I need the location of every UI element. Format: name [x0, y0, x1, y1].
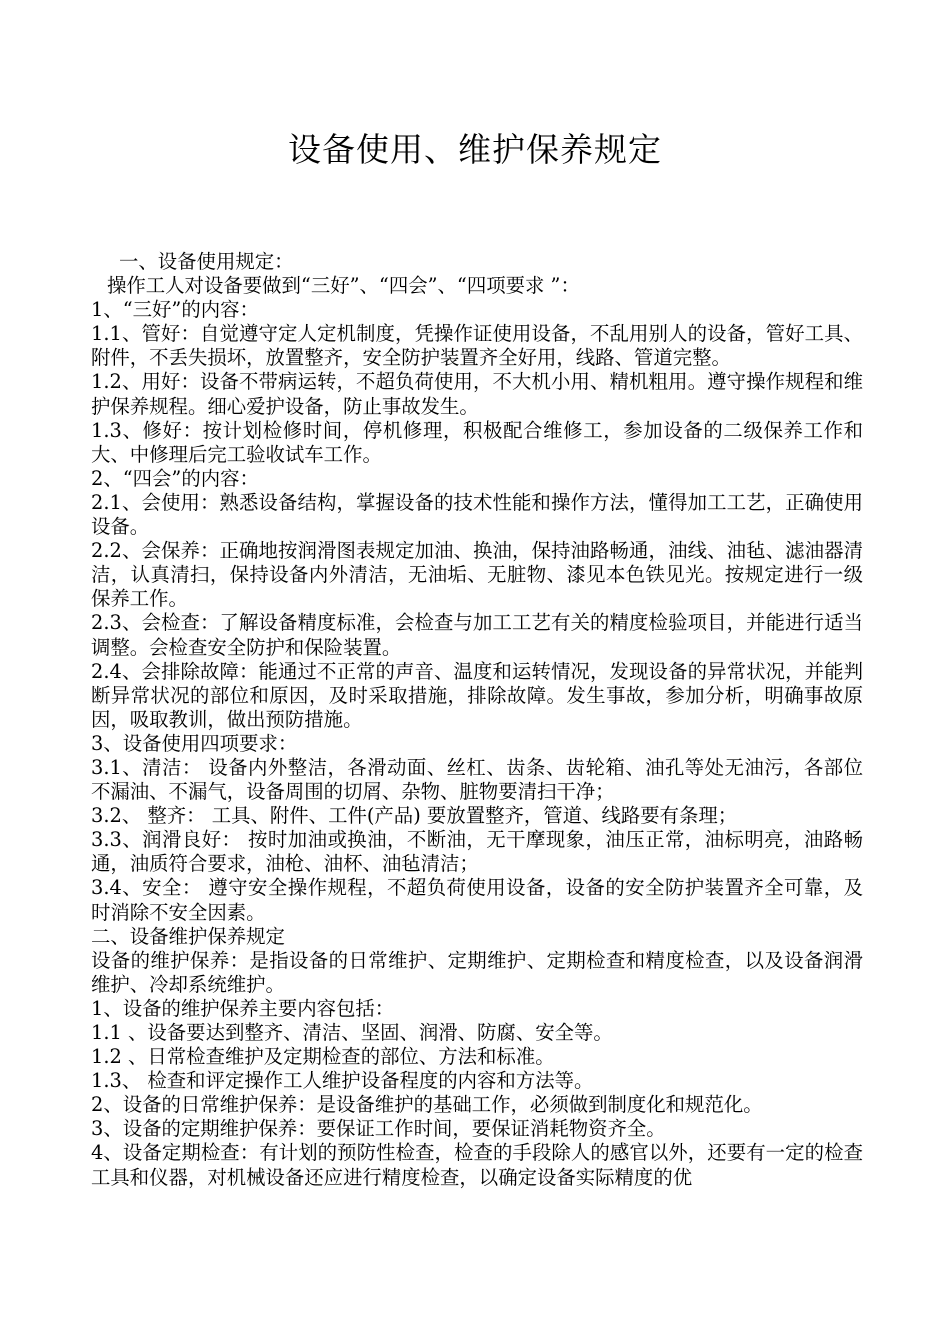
body-paragraph: 1.3、修好：按计划检修时间，停机修理，积极配合维修工，参加设备的二级保养工作和大、中修理后完工验收试车工作。 — [91, 418, 863, 466]
body-paragraph: 3、设备的定期维护保养：要保证工作时间，要保证消耗物资齐全。 — [91, 1117, 666, 1141]
document-title: 设备使用、维护保养规定 — [288, 130, 662, 169]
body-paragraph: 设备的维护保养：是指设备的日常维护、定期维护、定期检查和精度检查，以及设备润滑维护、冷却系统维护。 — [91, 948, 863, 996]
intro-line: 操作工人对设备要做到“三好”、“四会”、“四项要求 ”： — [107, 274, 580, 298]
body-paragraph: 3.4、安全： 遵守安全操作规程，不超负荷使用设备，设备的安全防护装置齐全可靠，及时消除不安全因素。 — [91, 876, 863, 924]
body-paragraph: 3、设备使用四项要求： — [91, 731, 298, 755]
body-paragraph: 3.3、润滑良好： 按时加油或换油，不断油，无干摩现象，油压正常，油标明亮，油路畅通，油质符合要求，油枪、油杯、油毡清洁； — [91, 828, 863, 876]
body-paragraph: 3.2、 整齐： 工具、附件、工件(产品) 要放置整齐，管道、线路要有条理； — [91, 804, 738, 828]
body-paragraph: 二、设备维护保养规定 — [91, 924, 285, 948]
body-paragraph: 2、“四会”的内容： — [91, 466, 259, 490]
body-paragraph: 1、“三好”的内容： — [91, 298, 259, 322]
body-paragraph: 1.2 、日常检查维护及定期检查的部位、方法和标准。 — [91, 1045, 555, 1069]
body-paragraph: 1.1、管好：自觉遵守定人定机制度，凭操作证使用设备，不乱用别人的设备，管好工具、附件，不丢失损坏，放置整齐，安全防护装置齐全好用，线路、管道完整。 — [91, 322, 863, 370]
body-paragraph: 1.3、 检查和评定操作工人维护设备程度的内容和方法等。 — [91, 1069, 594, 1093]
body-paragraph: 3.1、清洁： 设备内外整洁，各滑动面、丝杠、齿条、齿轮箱、油孔等处无油污，各部位不漏油、不漏气，设备周围的切屑、杂物、脏物要清扫干净； — [91, 755, 863, 804]
body-paragraph: 1.2、用好：设备不带病运转，不超负荷使用，不大机小用、精机粗用。遵守操作规程和维护保养规程。细心爱护设备，防止事故发生。 — [91, 370, 863, 418]
body-paragraph: 2.2、会保养：正确地按润滑图表规定加油、换油，保持油路畅通，油线、油毡、滤油器清洁，认真清扫，保持设备内外清洁，无油垢、无脏物、漆见本色铁见光。按规定进行一级保养工作。 — [91, 539, 863, 611]
body-paragraph: 2、设备的日常维护保养：是设备维护的基础工作，必须做到制度化和规范化。 — [91, 1093, 763, 1117]
body-paragraph: 1.1 、设备要达到整齐、清洁、坚固、润滑、防腐、安全等。 — [91, 1021, 613, 1044]
body-paragraph: 2.1、会使用：熟悉设备结构，掌握设备的技术性能和操作方法，懂得加工工艺，正确使用设备。 — [91, 490, 863, 539]
document-body — [91, 250, 863, 1190]
body-paragraph: 1、设备的维护保养主要内容包括： — [91, 996, 395, 1020]
body-paragraph: 4、设备定期检查：有计划的预防性检查，检查的手段除人的感官以外，还要有一定的检查工具和仪器，对机械设备还应进行精度检查，以确定设备实际精度的优 — [91, 1141, 863, 1189]
body-paragraph: 2.4、会排除故障：能通过不正常的声音、温度和运转情况，发现设备的异常状况，并能判断异常状况的部位和原因，及时采取措施，排除故障。发生事故，参加分析，明确事故原因，吸取教训，做出预防措施。 — [91, 659, 863, 731]
body-paragraph: 2.3、会检查：了解设备精度标准，会检查与加工工艺有关的精度检验项目，并能进行适当调整。会检查安全防护和保险装置。 — [91, 611, 863, 659]
section-heading: 一、设备使用规定： — [119, 250, 294, 273]
